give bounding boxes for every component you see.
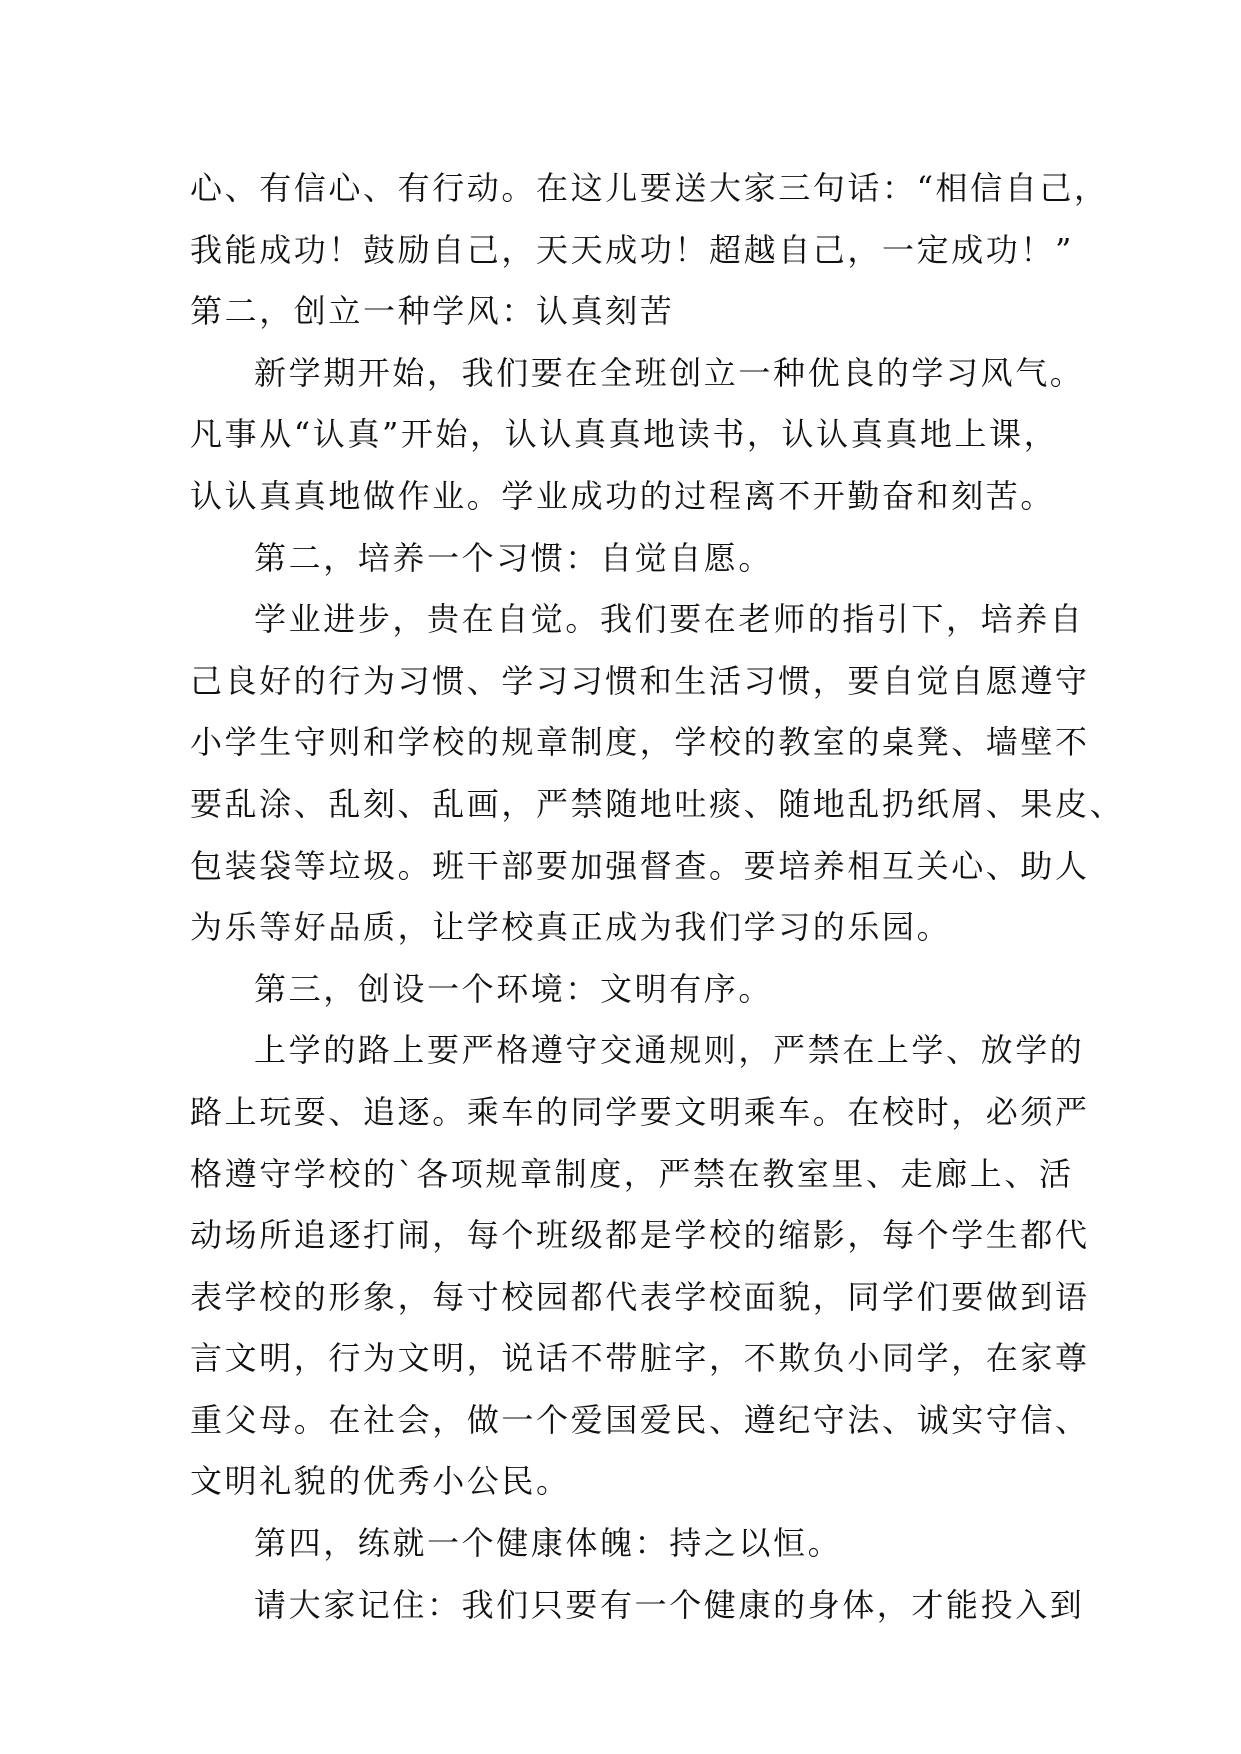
section-heading: 第二，创立一种学风：认真刻苦 bbox=[190, 292, 675, 331]
section-heading: 第四，练就一个健康体魄：持之以恒。 bbox=[254, 1524, 843, 1563]
text-line: 为乐等好品质，让学校真正成为我们学习的乐园。 bbox=[190, 908, 952, 947]
paragraph-start: 请大家记住：我们只要有一个健康的身体，才能投入到 bbox=[254, 1585, 1085, 1624]
text-line: 我能成功！鼓励自己，天天成功！超越自己，一定成功！” bbox=[190, 230, 1074, 269]
text-line: 格遵守学校的`各项规章制度，严禁在教室里、走廊上、活 bbox=[190, 1154, 1074, 1193]
text-line: 文明礼貌的优秀小公民。 bbox=[190, 1462, 571, 1501]
text-line: 路上玩耍、追逐。乘车的同学要文明乘车。在校时，必须严 bbox=[190, 1092, 1090, 1131]
text-line: 言文明，行为文明，说话不带脏字，不欺负小同学，在家尊 bbox=[190, 1339, 1090, 1378]
text-line: 小学生守则和学校的规章制度，学校的教室的桌凳、墙壁不 bbox=[190, 723, 1090, 762]
text-line: 认认真真地做作业。学业成功的过程离不开勤奋和刻苦。 bbox=[190, 476, 1056, 515]
section-heading: 第二，培养一个习惯：自觉自愿。 bbox=[254, 538, 774, 577]
paragraph-start: 新学期开始，我们要在全班创立一种优良的学习风气。 bbox=[254, 353, 1085, 392]
paragraph-start: 上学的路上要严格遵守交通规则，严禁在上学、放学的 bbox=[254, 1031, 1085, 1070]
section-heading: 第三，创设一个环境：文明有序。 bbox=[254, 969, 774, 1008]
text-line: 心、有信心、有行动。在这儿要送大家三句话：“相信自己， bbox=[190, 169, 1109, 207]
paragraph-start: 学业进步，贵在自觉。我们要在老师的指引下，培养自 bbox=[254, 600, 1085, 639]
text-line: 包装袋等垃圾。班干部要加强督查。要培养相互关心、助人 bbox=[190, 846, 1090, 885]
text-line: 凡事从“认真”开始，认认真真地读书，认认真真地上课， bbox=[190, 415, 1059, 454]
text-line: 动场所追逐打闹，每个班级都是学校的缩影，每个学生都代 bbox=[190, 1216, 1090, 1255]
text-line: 己良好的行为习惯、学习习惯和生活习惯，要自觉自愿遵守 bbox=[190, 661, 1090, 700]
text-line: 重父母。在社会，做一个爱国爱民、遵纪守法、诚实守信、 bbox=[190, 1400, 1090, 1439]
document-body bbox=[190, 158, 1125, 1636]
text-line: 表学校的形象，每寸校园都代表学校面貌，同学们要做到语 bbox=[190, 1277, 1090, 1316]
text-line: 要乱涂、乱刻、乱画，严禁随地吐痰、随地乱扔纸屑、果皮、 bbox=[190, 784, 1125, 823]
